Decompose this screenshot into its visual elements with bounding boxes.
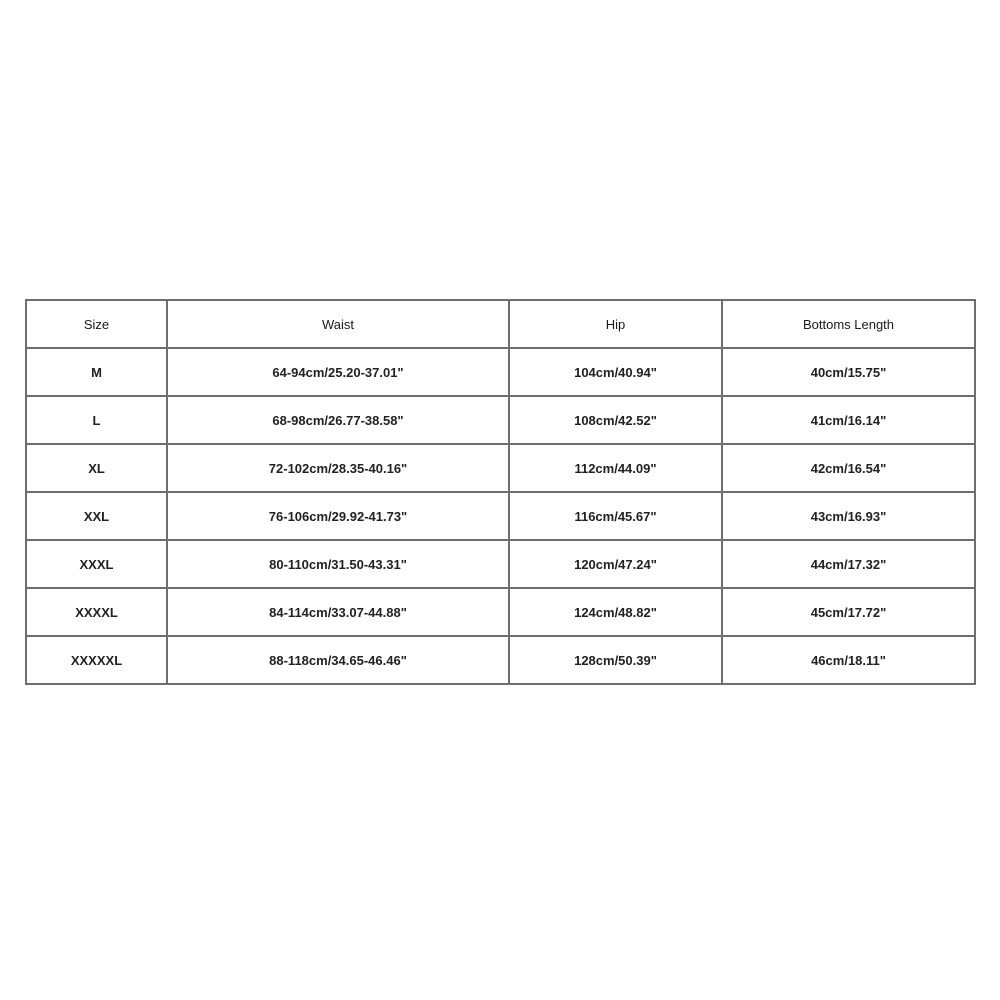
cell-waist: 64-94cm/25.20-37.01": [167, 348, 509, 396]
cell-bottoms-length: 44cm/17.32": [722, 540, 975, 588]
cell-bottoms-length: 40cm/15.75": [722, 348, 975, 396]
cell-bottoms-length: 45cm/17.72": [722, 588, 975, 636]
header-size: Size: [26, 300, 167, 348]
header-hip: Hip: [509, 300, 722, 348]
cell-bottoms-length: 46cm/18.11": [722, 636, 975, 684]
cell-waist: 88-118cm/34.65-46.46": [167, 636, 509, 684]
cell-waist: 76-106cm/29.92-41.73": [167, 492, 509, 540]
cell-bottoms-length: 43cm/16.93": [722, 492, 975, 540]
cell-bottoms-length: 42cm/16.54": [722, 444, 975, 492]
table-row: [26, 540, 975, 588]
header-row: [26, 300, 975, 348]
table-row: [26, 348, 975, 396]
cell-waist: 84-114cm/33.07-44.88": [167, 588, 509, 636]
table-row: [26, 636, 975, 684]
table-body: [26, 348, 975, 684]
cell-hip: 120cm/47.24": [509, 540, 722, 588]
cell-size: XXL: [26, 492, 167, 540]
table-row: [26, 588, 975, 636]
header-bottoms-length: Bottoms Length: [722, 300, 975, 348]
cell-hip: 108cm/42.52": [509, 396, 722, 444]
cell-hip: 104cm/40.94": [509, 348, 722, 396]
cell-bottoms-length: 41cm/16.14": [722, 396, 975, 444]
table-header: [26, 300, 975, 348]
cell-waist: 72-102cm/28.35-40.16": [167, 444, 509, 492]
cell-size: XL: [26, 444, 167, 492]
size-chart-table: [25, 299, 976, 685]
cell-waist: 80-110cm/31.50-43.31": [167, 540, 509, 588]
cell-size: L: [26, 396, 167, 444]
table-row: [26, 396, 975, 444]
cell-hip: 128cm/50.39": [509, 636, 722, 684]
table-row: [26, 492, 975, 540]
cell-hip: 116cm/45.67": [509, 492, 722, 540]
cell-size: XXXXL: [26, 588, 167, 636]
header-waist: Waist: [167, 300, 509, 348]
cell-hip: 112cm/44.09": [509, 444, 722, 492]
cell-waist: 68-98cm/26.77-38.58": [167, 396, 509, 444]
cell-size: XXXL: [26, 540, 167, 588]
table-row: [26, 444, 975, 492]
cell-size: M: [26, 348, 167, 396]
cell-size: XXXXXL: [26, 636, 167, 684]
cell-hip: 124cm/48.82": [509, 588, 722, 636]
